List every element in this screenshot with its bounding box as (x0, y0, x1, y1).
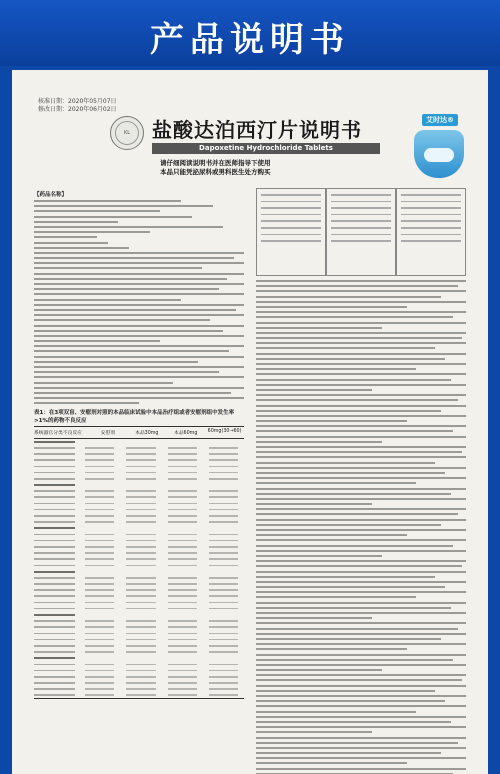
text-line (256, 654, 466, 656)
text-line (256, 425, 466, 427)
text-line (256, 607, 451, 609)
text-line (256, 290, 466, 292)
table-header-cell: 本品30mg (135, 430, 159, 436)
text-line (256, 384, 466, 386)
text-line (256, 529, 466, 531)
text-line (256, 353, 466, 355)
instruction-read-carefully: 请仔细阅读说明书并在医师指导下使用 (160, 159, 271, 167)
text-line (256, 586, 445, 588)
text-line (256, 519, 466, 521)
text-line (256, 508, 466, 510)
text-line (256, 467, 466, 469)
text-line (256, 430, 453, 432)
body-text-block-1 (34, 200, 244, 404)
text-line (256, 394, 466, 396)
text-line (256, 768, 466, 770)
text-line (256, 659, 453, 661)
table-body (34, 439, 244, 699)
text-line (256, 539, 466, 541)
packaging-boxes (256, 188, 466, 274)
text-line (256, 643, 466, 645)
text-line (256, 493, 451, 495)
text-line (256, 389, 372, 391)
text-line (256, 358, 445, 360)
text-line (256, 690, 435, 692)
text-line (256, 664, 466, 666)
body-text-block-3 (256, 280, 466, 774)
text-line (256, 524, 441, 526)
text-line (256, 503, 372, 505)
text-line (256, 679, 462, 681)
text-line (256, 306, 407, 308)
text-line (256, 695, 466, 697)
text-line (256, 342, 466, 344)
text-line (256, 726, 466, 728)
table-header-cell: 系统器官分类不良反应 (34, 430, 82, 436)
text-line (256, 446, 466, 448)
text-line (256, 752, 441, 754)
text-line (256, 711, 416, 713)
text-line (256, 399, 458, 401)
brand-mark (404, 114, 476, 184)
text-line (256, 576, 435, 578)
text-line (256, 379, 451, 381)
text-line (256, 498, 466, 500)
text-line (256, 322, 466, 324)
text-line (256, 513, 458, 515)
manufacturer-logo (110, 116, 144, 150)
text-line (256, 373, 466, 375)
text-line (256, 648, 407, 650)
text-line (256, 669, 382, 671)
text-line (256, 301, 466, 303)
text-line (256, 410, 441, 412)
text-line (256, 405, 466, 407)
section-heading: 【药品名称】 (34, 192, 68, 198)
banner-title: 产品说明书 (150, 20, 350, 60)
text-line (256, 285, 458, 287)
text-line (256, 757, 466, 759)
text-line (256, 674, 466, 676)
text-line (256, 685, 466, 687)
text-line (256, 462, 435, 464)
text-line (256, 638, 441, 640)
text-line (256, 436, 466, 438)
text-line (256, 571, 466, 573)
text-line (256, 472, 445, 474)
text-line (256, 337, 462, 339)
text-line (256, 415, 466, 417)
text-line (256, 280, 466, 282)
brand-name: 艾时达® (422, 114, 458, 126)
text-line (256, 545, 453, 547)
text-line (256, 488, 466, 490)
text-line (256, 742, 458, 744)
document-title: 盐酸达泊西汀片说明书 (152, 118, 362, 142)
instruction-prescription: 本品只能凭泌尿科或男科医生处方购买 (160, 168, 271, 176)
text-line (256, 612, 466, 614)
text-line (256, 596, 416, 598)
english-title: Dapoxetine Hydrochloride Tablets (152, 143, 380, 154)
cloud-icon (424, 148, 454, 162)
text-line (256, 555, 382, 557)
text-line (256, 560, 466, 562)
text-line (256, 368, 416, 370)
text-line (256, 477, 466, 479)
text-line (256, 332, 466, 334)
text-line (256, 534, 407, 536)
text-line (256, 762, 407, 764)
page-banner (0, 0, 500, 66)
text-line (256, 721, 451, 723)
revision-date: 修改日期：2020年06月02日 (38, 106, 117, 113)
text-line (256, 700, 445, 702)
body-text-block-2 (256, 188, 466, 280)
text-line (256, 591, 466, 593)
text-line (256, 550, 466, 552)
table-header-cell: 60mg(30→60) (207, 428, 242, 434)
text-line (256, 622, 466, 624)
text-line (256, 311, 466, 313)
table-row (34, 692, 244, 698)
leaflet-sheet (12, 70, 488, 774)
text-line (256, 420, 407, 422)
text-line (256, 633, 466, 635)
table-caption: 表1：在3项双盲、安慰剂对照的本品临床试验中本品治疗组或者安慰剂组中发生率>1%的药物不良反应 (34, 409, 235, 424)
text-line (256, 316, 453, 318)
text-line (256, 482, 416, 484)
text-line (256, 737, 466, 739)
approval-date: 核准日期：2020年05月07日 (38, 98, 117, 105)
text-line (256, 565, 462, 567)
table-header (34, 429, 244, 439)
table-header-cell: 本品60mg (173, 430, 198, 436)
logo-emblem: KL (115, 121, 139, 145)
text-line (256, 451, 462, 453)
text-line (256, 347, 435, 349)
text-line (256, 363, 466, 365)
text-line (256, 716, 466, 718)
text-line (256, 441, 382, 443)
text-line (256, 581, 466, 583)
text-line (256, 731, 372, 733)
adverse-reactions-table (34, 426, 244, 700)
text-line (256, 296, 441, 298)
table-header-cell: 安慰剂 (100, 430, 116, 436)
right-text-column (256, 188, 466, 774)
text-line (256, 602, 466, 604)
text-line (256, 747, 466, 749)
text-line (256, 327, 382, 329)
text-line (256, 705, 466, 707)
text-line (256, 456, 466, 458)
text-line (256, 628, 458, 630)
text-line (256, 617, 372, 619)
left-text-column (34, 188, 244, 774)
